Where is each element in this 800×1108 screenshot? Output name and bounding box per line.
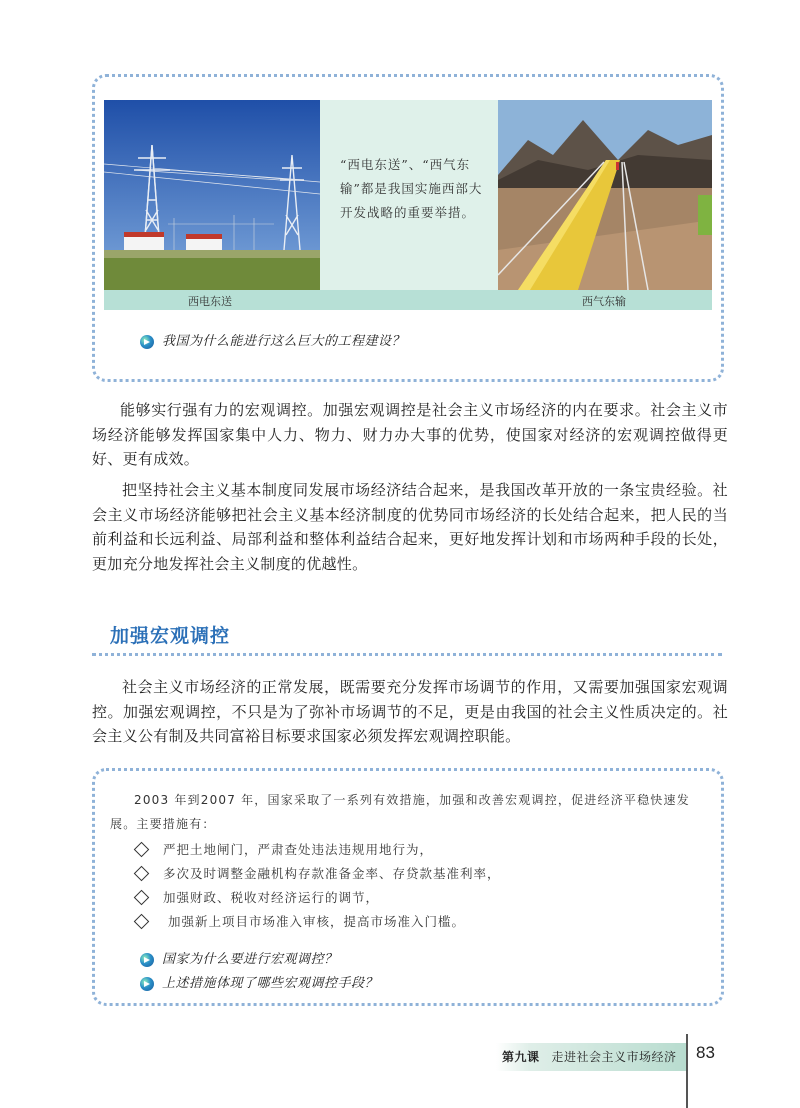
list-item: 多次及时调整金融机构存款准备金率、存贷款基准利率，	[136, 862, 501, 886]
gas-pipeline-photo	[498, 100, 712, 290]
footer-lesson: 第九课 走进社会主义市场经济	[502, 1050, 677, 1064]
figure-caption: “西电东送”、“西气东输”都是我国实施西部大开发战略的重要举措。	[340, 156, 483, 220]
list-item: 加强新上项目市场准入审核，提高市场准入门槛。	[136, 910, 501, 934]
power-transmission-photo	[104, 100, 320, 290]
figure-question: 我国为什么能进行这么巨大的工程建设？	[140, 330, 405, 349]
photo-left-caption: 西电东送	[188, 295, 232, 308]
case-question: 国家为什么要进行宏观调控？	[140, 948, 338, 967]
paragraph: 社会主义市场经济的正常发展，既需要充分发挥市场调节的作用，又需要加强国家宏观调控。加强宏观调控，不只是为了弥补市场调节的不足，更是由我国的社会主义性质决定的。社会主义公有制及共同富裕目标要求国家必须发挥宏观调控职能。	[92, 678, 728, 745]
page-number: 83	[696, 1043, 715, 1062]
diamond-bullet-icon	[134, 842, 150, 858]
measures-list	[136, 838, 501, 934]
case-intro: 2003 年到2007 年，国家采取了一系列有效措施，加强和改善宏观调控，促进经济平稳快速发展。主要措施有：	[110, 793, 690, 831]
section-divider	[92, 653, 722, 656]
section-title: 加强宏观调控	[110, 625, 231, 647]
diamond-bullet-icon	[134, 890, 150, 906]
paragraph: 能够实行强有力的宏观调控。加强宏观调控是社会主义市场经济的内在要求。社会主义市场经济能够发挥国家集中人力、物力、财力办大事的优势，使国家对经济的宏观调控做得更好、更有成效。	[92, 401, 728, 468]
question-bullet-icon	[140, 953, 154, 967]
question-bullet-icon	[140, 977, 154, 991]
paragraph: 把坚持社会主义基本制度同发展市场经济结合起来，是我国改革开放的一条宝贵经验。社会主义市场经济能够把社会主义基本经济制度的优势同市场经济的长处结合起来，把人民的当前利益和长远利益、局部利益和整体利益结合起来，更好地发挥计划和市场两种手段的长处，更加充分地发挥社会主义制度的优越性。	[92, 481, 728, 573]
case-question: 上述措施体现了哪些宏观调控手段？	[140, 972, 378, 991]
list-item: 加强财政、税收对经济运行的调节，	[136, 886, 501, 910]
list-item: 严把土地闸门，严肃查处违法违规用地行为，	[136, 838, 501, 862]
footer-divider	[686, 1034, 688, 1108]
photo-right-caption: 西气东输	[582, 295, 626, 308]
diamond-bullet-icon	[134, 866, 150, 882]
diamond-bullet-icon	[134, 914, 150, 930]
question-bullet-icon	[140, 335, 154, 349]
